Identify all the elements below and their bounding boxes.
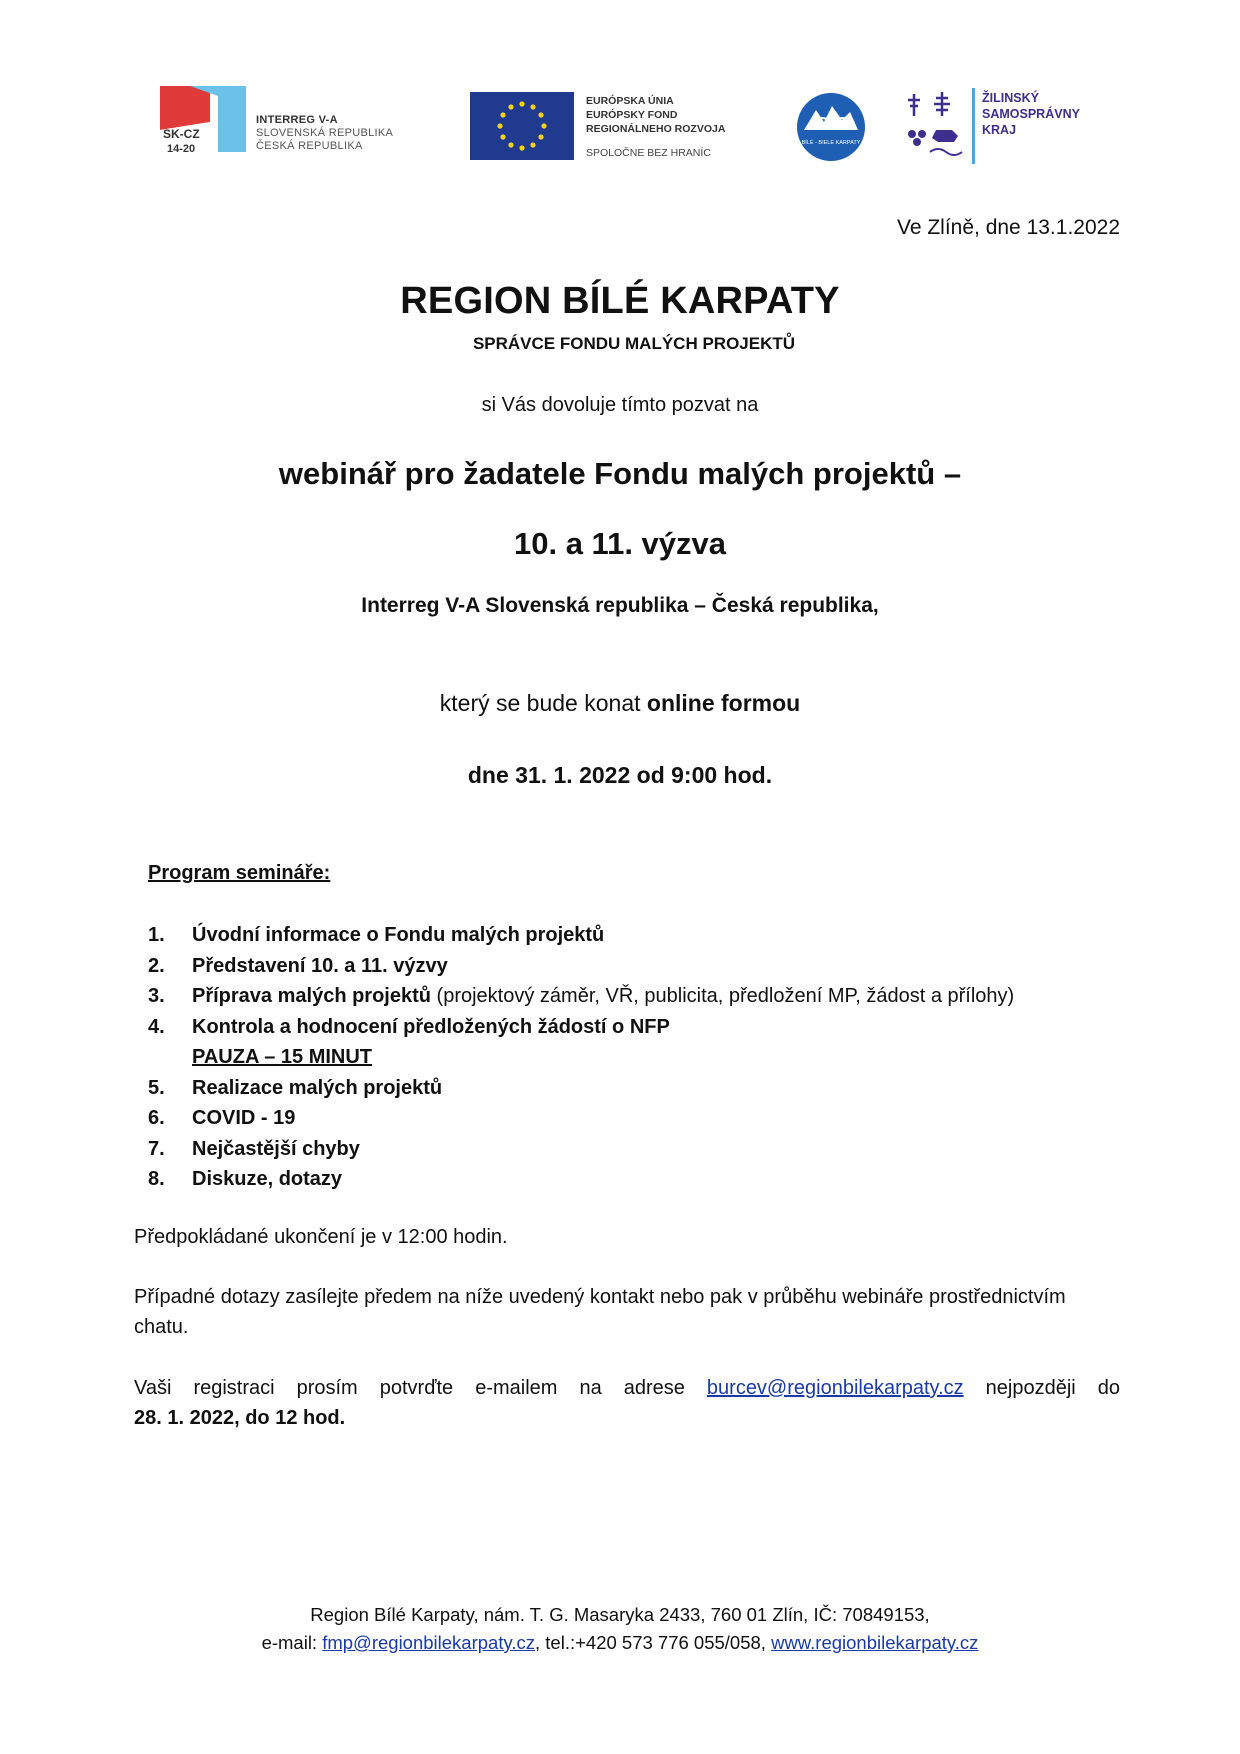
footer-web-link[interactable]: www.regionbilekarpaty.cz bbox=[771, 1632, 979, 1653]
agenda-heading: Program semináře: bbox=[148, 862, 331, 884]
agenda-item-number: 8. bbox=[148, 1168, 165, 1190]
agenda-item bbox=[148, 1164, 1148, 1195]
agenda-item bbox=[148, 1134, 1148, 1165]
eu-line1: EURÓPSKA ÚNIA bbox=[586, 95, 674, 107]
eu-logo bbox=[470, 92, 780, 162]
agenda-item-text: Diskuze, dotazy bbox=[192, 1168, 343, 1190]
registration-deadline: 28. 1. 2022, do 12 hod. bbox=[134, 1407, 346, 1429]
agenda-item-number: 3. bbox=[148, 985, 165, 1007]
agenda-list bbox=[148, 920, 1148, 1195]
agenda-item-number: 1. bbox=[148, 924, 165, 946]
agenda-item-text: COVID - 19 bbox=[192, 1107, 296, 1129]
interreg-line2: SLOVENSKÁ REPUBLIKA bbox=[256, 127, 394, 139]
footer-address: Region Bílé Karpaty, nám. T. G. Masaryka 2433, 760 01 Zlín, IČ: 70849153, bbox=[310, 1604, 930, 1625]
zsk-logo-text bbox=[982, 90, 1080, 138]
footer-phone: , tel.:+420 573 776 055/058, bbox=[535, 1632, 772, 1653]
zsk-line2: SAMOSPRÁVNY bbox=[982, 107, 1080, 121]
event-title: webinář pro žadatele Fondu malých projektů – bbox=[278, 456, 962, 491]
eu-flag-icon bbox=[470, 92, 574, 160]
format-bold: online formou bbox=[646, 690, 801, 716]
event-call: 10. a 11. výzva bbox=[513, 526, 727, 561]
agenda-item-text: Realizace malých projektů bbox=[192, 1076, 443, 1099]
questions-note: Případné dotazy zasílejte předem na níže uvedený kontakt nebo pak v průběhu webináře prostřednictvím chatu. bbox=[134, 1286, 1066, 1338]
agenda-item-number: 7. bbox=[148, 1137, 165, 1160]
agenda-pause-text: PAUZA – 15 MINUT bbox=[192, 1046, 373, 1068]
footer-contacts bbox=[0, 1632, 1240, 1654]
subtitle: SPRÁVCE FONDU MALÝCH PROJEKTŮ bbox=[472, 334, 796, 353]
registration-prefix: Vaši registraci prosím potvrďte e-mailem na adrese bbox=[134, 1377, 707, 1399]
footer-email-label: e-mail: bbox=[261, 1632, 323, 1653]
agenda-item-number: 5. bbox=[148, 1076, 165, 1099]
interreg-logo-text bbox=[256, 114, 393, 153]
eu-logo-text bbox=[586, 94, 725, 160]
registration-suffix: nejpozději do bbox=[963, 1377, 1120, 1399]
footer-email-link[interactable]: fmp@regionbilekarpaty.cz bbox=[322, 1632, 535, 1653]
registration-email-link[interactable]: burcev@regionbilekarpaty.cz bbox=[706, 1377, 964, 1399]
date-line: Ve Zlíně, dne 13.1.2022 bbox=[896, 216, 1120, 239]
interreg-mark-sub: 14-20 bbox=[167, 143, 196, 155]
agenda-item-text: Nejčastější chyby bbox=[192, 1137, 360, 1160]
agenda-item-number: 6. bbox=[148, 1107, 165, 1129]
agenda-item-note: (projektový záměr, VŘ, publicita, předložení MP, žádost a přílohy) bbox=[430, 985, 1015, 1007]
agenda-item bbox=[148, 1073, 1148, 1104]
agenda-item bbox=[148, 920, 1148, 951]
zsk-line1: ŽILINSKÝ bbox=[982, 91, 1039, 105]
bile-karpaty-icon bbox=[796, 92, 866, 162]
interreg-logo bbox=[160, 86, 450, 158]
agenda-item-text: Představení 10. a 11. výzvy bbox=[192, 954, 448, 977]
agenda-item-text: Kontrola a hodnocení předložených žádostí o NFP bbox=[192, 1015, 670, 1038]
agenda-item bbox=[148, 1103, 1148, 1134]
agenda-item bbox=[148, 1012, 1148, 1043]
zsk-logo bbox=[902, 86, 1102, 166]
eu-line2: EURÓPSKY FOND bbox=[586, 109, 678, 121]
bile-karpaty-text: BÍLÉ - BIELE KARPATY bbox=[801, 140, 861, 146]
agenda-item-number: 2. bbox=[148, 954, 165, 977]
agenda-item-text: Příprava malých projektů bbox=[192, 985, 431, 1007]
bile-karpaty-logo bbox=[796, 92, 866, 162]
agenda-pause bbox=[148, 1042, 1148, 1073]
agenda-item-text: Úvodní informace o Fondu malých projektů bbox=[192, 924, 605, 946]
registration-note bbox=[134, 1373, 1120, 1403]
format-prefix: který se bude konat bbox=[439, 690, 647, 716]
format-line bbox=[0, 690, 1240, 717]
invite-line: si Vás dovoluje tímto pozvat na bbox=[481, 394, 759, 416]
interreg-mark-text: SK-CZ bbox=[163, 127, 200, 141]
agenda-item bbox=[148, 951, 1148, 982]
interreg-mark-icon bbox=[160, 86, 246, 156]
zsk-crest-icon bbox=[902, 86, 980, 166]
event-datetime: dne 31. 1. 2022 od 9:00 hod. bbox=[467, 762, 773, 788]
agenda-item-number: 4. bbox=[148, 1015, 165, 1038]
eu-line4: SPOLOČNE BEZ HRANÍC bbox=[586, 147, 711, 159]
agenda-item bbox=[148, 981, 1148, 1012]
interreg-line1: INTERREG V-A bbox=[256, 114, 338, 126]
page-title: REGION BÍLÉ KARPATY bbox=[400, 280, 840, 322]
program-name: Interreg V-A Slovenská republika – Česká republika, bbox=[361, 594, 879, 617]
interreg-line3: ČESKÁ REPUBLIKA bbox=[256, 140, 363, 152]
end-note: Předpokládané ukončení je v 12:00 hodin. bbox=[134, 1226, 508, 1248]
eu-line3: REGIONÁLNEHO ROZVOJA bbox=[586, 123, 726, 135]
zsk-line3: KRAJ bbox=[982, 123, 1017, 137]
